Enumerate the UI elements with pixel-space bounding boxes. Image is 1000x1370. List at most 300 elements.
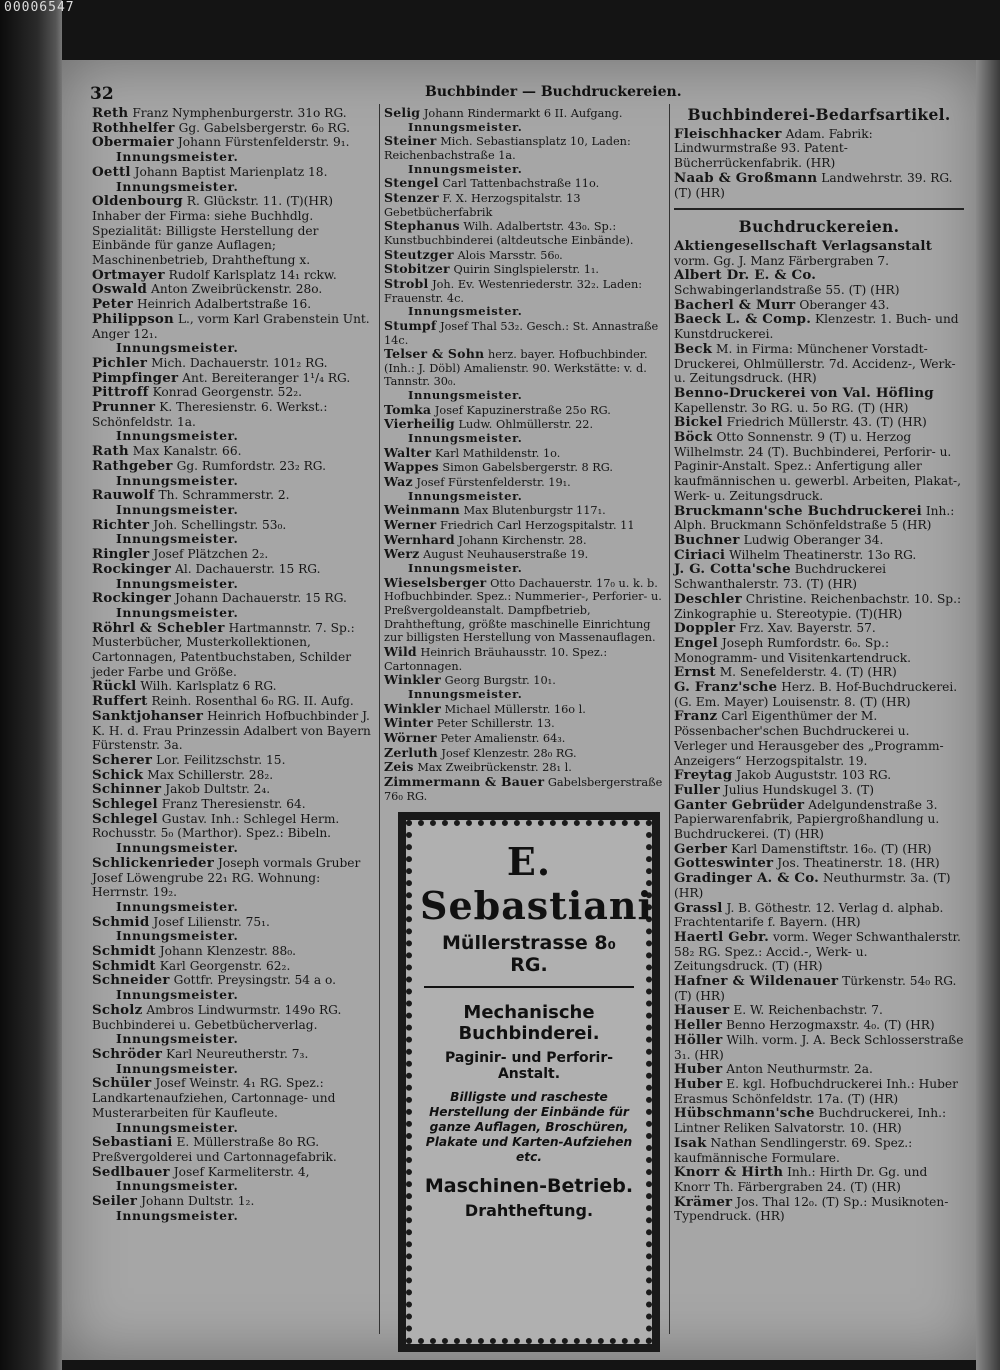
entry-name: Seiler — [92, 1193, 138, 1210]
ad-machine-operation: Maschinen-Betrieb. — [424, 1175, 634, 1197]
entry-details: Johann Klenzestr. 88₀. — [159, 944, 296, 959]
entry-details: E. W. Reichenbachstr. 7. — [733, 1003, 883, 1018]
directory-entry — [384, 347, 664, 389]
entry-details: Josef Fürstenfelderstr. 19₁. — [416, 476, 571, 490]
entry-name: Wieselsberger — [384, 574, 487, 590]
directory-entry — [92, 709, 374, 753]
entry-name: Stobitzer — [384, 261, 450, 277]
directory-entry — [384, 319, 664, 347]
directory-entry — [674, 533, 964, 548]
entry-name: Sedlbauer — [92, 1163, 170, 1180]
directory-entry — [92, 1003, 374, 1032]
ad-headline: Mechanische Buchbinderei. — [458, 1002, 600, 1044]
directory-entry — [92, 135, 374, 150]
entry-name: Ernst — [674, 664, 716, 681]
ad-divider — [424, 986, 634, 988]
entry-name: Vierheilig — [384, 416, 455, 432]
entry-name: Waz — [384, 474, 413, 490]
guild-master-note: Innungsmeister. — [116, 1031, 239, 1047]
entry-details: Michael Müllerstr. 16o l. — [444, 702, 586, 716]
entry-name: Stumpf — [384, 317, 437, 333]
section-printers — [674, 239, 964, 1224]
advertisement — [398, 812, 660, 1352]
entry-name: Wild — [384, 643, 417, 659]
directory-entry — [384, 533, 664, 548]
directory-entry — [92, 312, 374, 341]
entry-details: R. Glückstr. 11. (T)(HR) Inhaber der Firma: siehe Buchhdlg. Spezialität: Billigste Herstellung der Einbände für ganze Auflagen; Maschinenbetrieb, Drahtheftung x. — [92, 194, 333, 268]
guild-master-note: Innungsmeister. — [116, 987, 239, 1003]
directory-entry — [92, 768, 374, 783]
entry-name: Schmidt — [92, 957, 156, 974]
directory-entry — [92, 121, 374, 136]
entry-name: Pichler — [92, 354, 148, 371]
entry-name: Gerber — [674, 840, 728, 857]
entry-name: Stengel — [384, 175, 439, 191]
directory-entry — [384, 106, 664, 121]
directory-entry — [92, 518, 374, 533]
directory-entry — [674, 768, 964, 783]
directory-entry — [674, 665, 964, 680]
entry-name: Isak — [674, 1134, 707, 1151]
guild-master-note: Innungsmeister. — [116, 178, 239, 194]
entry-details: August Neuhauserstraße 19. — [423, 548, 589, 562]
entry-details: Otto Sonnenstr. 9 (T) u. Herzog Wilhelmstr. 24 (T). Buchbinderei, Perforir- u. Paginir-Anstalt. Spez.: Anfertigung aller kaufmännischen u. gewerbl. Arbeiten, Plakat-, Werk- u. Zeitungsdruck. — [674, 430, 961, 503]
entry-details: Otto Dachauerstr. 17₀ u. k. b. Hofbuchbinder. Spez.: Nummerier-, Perforier- u. Preßvergoldeanstalt. Dampfbetrieb, Drahtheftung, größte maschinelle Einrichtung zur billigsten Herstellung von Massenauflagen. — [384, 576, 662, 645]
directory-entry — [674, 592, 964, 621]
directory-entry — [92, 297, 374, 312]
entry-details: Heinrich Bräuhausstr. 10. Spez.: Cartonnagen. — [384, 645, 608, 673]
entry-name: Obermaier — [92, 134, 174, 151]
entry-details: Karl Mathildenstr. 1o. — [434, 446, 561, 460]
entry-name: Baeck L. & Comp. — [674, 311, 812, 328]
entry-details: J. B. Göthestr. 12. Verlag d. alphab. Frachtentarife f. Bayern. (HR) — [674, 900, 944, 930]
entry-details: Jos. Theatinerstr. 18. (HR) — [777, 856, 940, 871]
running-head — [90, 84, 970, 106]
entry-details: Wilh. Adalbertstr. 43₀. Sp.: Kunstbuchbinderei (altdeutsche Einbände). — [384, 220, 634, 247]
entry-details: Mich. Dachauerstr. 101₂ RG. — [151, 355, 328, 370]
entry-details: Josef Plätzchen 2₂. — [153, 547, 269, 562]
directory-entry — [674, 1165, 964, 1194]
entry-details: Max Blutenburgstr 117₁. — [463, 504, 606, 518]
entry-name: Peter — [92, 296, 133, 313]
entry-details: Josef Lilienstr. 75₁. — [153, 914, 270, 929]
entry-details: Inh.: Hirth Dr. Gg. und Knorr Th. Färbergraben 24. (T) (HR) — [674, 1165, 928, 1194]
directory-entry — [674, 312, 964, 341]
entry-details: Josef Weinstr. 4₁ RG. Spez.: Landkartenaufziehen, Cartonnage- und Musterarbeiten für Kaufleute. — [92, 1076, 336, 1120]
entry-details: Wilhelm Theatinerstr. 13o RG. — [729, 547, 917, 562]
section-bookbinding-supplies — [674, 127, 964, 201]
entry-details: Max Zweibrückenstr. 28₁ l. — [417, 761, 572, 775]
directory-entry — [674, 298, 964, 313]
directory-entry — [92, 547, 374, 562]
directory-entry — [384, 746, 664, 761]
guild-master-note: Innungsmeister. — [116, 501, 239, 517]
guild-master-note: Innungsmeister. — [116, 928, 239, 944]
entry-name: Schlickenrieder — [92, 854, 215, 871]
section-title-bookbinding-supplies: Buchbinderei-Bedarfsartikel. — [687, 105, 951, 124]
entry-details: Frz. Xav. Bayerstr. 57. — [739, 621, 876, 636]
right-column — [674, 106, 964, 1224]
entry-name: Walter — [384, 444, 432, 460]
guild-master-note: Innungsmeister. — [408, 686, 523, 701]
entry-name: Richter — [92, 516, 150, 533]
entry-details: F. X. Herzogspitalstr. 13 Gebetbücherfabrik — [384, 191, 581, 219]
directory-entry — [674, 430, 964, 504]
entry-name: Fleischhacker — [674, 125, 782, 142]
entry-name: Telser & Sohn — [384, 346, 485, 362]
entry-name: Rauwolf — [92, 487, 155, 504]
entry-name: Bruckmann'sche Buchdruckerei — [674, 502, 922, 519]
entry-details: Alois Marsstr. 56₀. — [457, 248, 563, 262]
entry-details: Herz. B. Hof-Buchdruckerei. (G. Em. Mayer) Louisenstr. 8. (T) (HR) — [674, 680, 958, 709]
directory-entry — [92, 959, 374, 974]
entry-name: Franz — [674, 708, 718, 725]
entry-details: Buchdruckerei Schwanthalerstr. 73. (T) (HR) — [674, 562, 887, 592]
entry-details: Mich. Sebastiansplatz 10, Laden: Reichenbachstraße 1a. — [384, 135, 631, 162]
entry-name: Rath — [92, 443, 129, 460]
entry-details: Jakob Dultstr. 2₄. — [165, 782, 271, 797]
entry-details: Benno Herzogmaxstr. 4₀. (T) (HR) — [726, 1018, 935, 1033]
directory-entry — [92, 106, 374, 121]
entry-details: Jos. Thal 12₀. (T) Sp.: Musiknoten-Typendruck. (HR) — [674, 1194, 949, 1224]
entry-details: Anton Zweibrückenstr. 28o. — [151, 282, 323, 297]
entry-name: Steiner — [384, 133, 437, 149]
entry-details: vorm. Gg. J. Manz Färbergraben 7. — [674, 253, 890, 268]
entry-details: Max Kanalstr. 66. — [132, 444, 242, 459]
directory-entry — [384, 446, 664, 461]
guild-master-note: Innungsmeister. — [408, 488, 523, 503]
entry-details: E. kgl. Hofbuchdruckerei Inh.: Huber Erasmus Schönfeldstr. 17a. (T) (HR) — [674, 1077, 958, 1106]
directory-entry — [92, 1047, 374, 1062]
entry-name: Ciriaci — [674, 546, 726, 563]
entry-name: Schinner — [92, 781, 162, 798]
section-rule — [674, 208, 964, 210]
entry-name: Rückl — [92, 678, 137, 695]
entry-name: Rothhelfer — [92, 119, 175, 136]
entry-details: L., vorm Karl Grabenstein Unt. Anger 12₁. — [92, 311, 370, 341]
directory-entry — [674, 562, 964, 591]
entry-name: Scholz — [92, 1001, 143, 1018]
entry-details: Karl Georgenstr. 62₂. — [159, 958, 291, 973]
entry-details: Carl Eigenthümer der M. Pössenbacher'schen Buchdruckerei u. Verleger und Herausgeber des „Programm-Anzeigers“ Herzogspitalstr. 19. — [674, 709, 944, 768]
entry-details: Johann Baptist Marienplatz 18. — [134, 164, 328, 179]
entry-name: Rathgeber — [92, 457, 173, 474]
entry-details: K. Theresienstr. 6. Werkst.: Schönfeldstr. 1a. — [92, 400, 328, 429]
directory-entry — [674, 1018, 964, 1033]
entry-name: Hauser — [674, 1002, 730, 1019]
entry-name: Albert Dr. E. & Co. — [674, 267, 817, 284]
entry-details: Ambros Lindwurmstr. 149o RG. Buchbinderei u. Gebetbücherverlag. — [92, 1002, 342, 1032]
directory-entry — [384, 518, 664, 533]
entry-name: Buchner — [674, 531, 740, 548]
entry-name: Röhrl & Schebler — [92, 619, 225, 636]
entry-details: Lor. Feilitzschstr. 15. — [156, 752, 286, 767]
guild-master-note: Innungsmeister. — [116, 604, 239, 620]
directory-entry — [674, 930, 964, 974]
entry-name: Haertl Gebr. — [674, 928, 770, 945]
directory-entry — [674, 680, 964, 709]
entry-name: Werner — [384, 517, 437, 533]
directory-entry — [384, 134, 664, 162]
advertisement-frame — [406, 820, 652, 1344]
entry-name: Schröder — [92, 1046, 163, 1062]
directory-entry — [92, 356, 374, 371]
entry-name: Benno-Druckerei von Val. Höfling — [674, 384, 934, 401]
ad-company-name: E. Sebastiani — [420, 839, 653, 928]
entry-details: Heinrich Hofbuchbinder J. K. H. d. Frau Prinzessin Adalbert von Bayern Fürstenstr. 3a. — [92, 708, 371, 753]
entry-details: Karl Damenstiftstr. 16₀. (T) (HR) — [731, 841, 932, 856]
directory-entry — [674, 798, 964, 842]
directory-entry — [92, 915, 374, 930]
directory-entry — [674, 239, 964, 268]
directory-entry — [674, 268, 964, 297]
entry-name: Tomka — [384, 401, 432, 417]
guild-master-note: Innungsmeister. — [408, 561, 523, 575]
guild-master-note: Innungsmeister. — [116, 1178, 239, 1194]
guild-master-note: Innungsmeister. — [116, 1207, 239, 1223]
guild-master-note: Innungsmeister. — [408, 388, 523, 403]
directory-entry — [92, 679, 374, 694]
entry-name: Werz — [384, 546, 420, 562]
entry-details: vorm. Weger Schwanthalerstr. 58₂ RG. Spez.: Accid.-, Werk- u. Zeitungsdruck. (T) (HR) — [674, 929, 961, 974]
entry-details: Gustav. Inh.: Schlegel Herm. Rochusstr. 5₀ (Marthor). Spez.: Bibeln. — [92, 811, 340, 841]
guild-master-note: Innungsmeister. — [408, 304, 523, 319]
directory-entry — [92, 1165, 374, 1180]
directory-entry — [92, 194, 374, 268]
entry-details: Klenzestr. 1. Buch- und Kunstdruckerei. — [674, 312, 959, 342]
directory-entry — [674, 1003, 964, 1018]
directory-entry — [674, 636, 964, 665]
directory-entry — [384, 191, 664, 219]
entry-details: Josef Klenzestr. 28₀ RG. — [441, 746, 577, 760]
directory-entry — [384, 716, 664, 731]
entry-name: Gradinger A. & Co. — [674, 870, 820, 887]
entry-details: Anton Neuthurmstr. 2a. — [726, 1062, 873, 1077]
entry-details: Kapellenstr. 3o RG. u. 5o RG. (T) (HR) — [674, 400, 909, 415]
directory-entry — [384, 702, 664, 717]
directory-entry — [384, 176, 664, 191]
entry-name: Rockinger — [92, 560, 172, 577]
entry-name: Ortmayer — [92, 266, 165, 283]
entry-details: Nathan Sendlingerstr. 69. Spez.: kaufmännische Formulare. — [674, 1135, 913, 1165]
entry-name: Hafner & Wildenauer — [674, 973, 839, 990]
entry-details: Julius Hundskugel 3. (T) — [723, 782, 874, 797]
directory-entry — [384, 219, 664, 247]
entry-details: Ludw. Ohlmüllerstr. 22. — [458, 418, 594, 432]
entry-details: Peter Amalienstr. 64₃. — [440, 731, 566, 745]
entry-details: Quirin Singlspielerstr. 1₁. — [453, 263, 600, 277]
directory-entry — [384, 576, 664, 645]
entry-details: Th. Schrammerstr. 2. — [158, 488, 290, 503]
entry-details: Johann Fürstenfelderstr. 9₁. — [177, 135, 350, 150]
entry-details: Konrad Georgenstr. 52₂. — [152, 385, 302, 400]
directory-entry — [92, 1076, 374, 1120]
guild-master-note: Innungsmeister. — [116, 428, 239, 444]
entry-name: Knorr & Hirth — [674, 1164, 784, 1181]
directory-entry — [674, 621, 964, 636]
entry-name: Naab & Großmann — [674, 169, 818, 186]
directory-entry — [674, 127, 964, 171]
entry-details: Gabelsbergerstraße 76₀ RG. — [384, 775, 663, 803]
directory-entry — [92, 694, 374, 709]
entry-name: Freytag — [674, 767, 733, 784]
entry-name: Wernhard — [384, 531, 455, 547]
directory-entry — [92, 753, 374, 768]
entry-name: Stenzer — [384, 189, 439, 205]
entry-name: Winter — [384, 715, 434, 731]
entry-name: Sanktjohanser — [92, 707, 204, 724]
directory-entry — [674, 1195, 964, 1224]
guild-master-note: Innungsmeister. — [116, 1060, 239, 1076]
entry-name: Winkler — [384, 700, 442, 716]
entry-details: Gg. Gabelsbergerstr. 6₀ RG. — [178, 120, 351, 135]
entry-name: Schlegel — [92, 796, 158, 813]
entry-details: Karl Neureutherstr. 7₃. — [166, 1047, 309, 1061]
entry-details: Friedrich Carl Herzogspitalstr. 11 — [440, 519, 635, 533]
directory-entry — [92, 856, 374, 900]
entry-name: Zeis — [384, 759, 414, 775]
directory-entry — [384, 673, 664, 688]
entry-name: Ganter Gebrüder — [674, 796, 805, 813]
entry-details: Gg. Rumfordstr. 23₂ RG. — [176, 458, 326, 473]
directory-entry — [92, 812, 374, 841]
entry-details: Buchdruckerei, Inh.: Lintner Reliken Salvatorstr. 10. (HR) — [674, 1106, 947, 1136]
directory-entry — [92, 591, 374, 606]
entry-details: Johann Dultstr. 1₂. — [141, 1194, 255, 1209]
directory-entry — [674, 1106, 964, 1135]
directory-entry — [92, 282, 374, 297]
entry-name: Pittroff — [92, 384, 149, 401]
entry-name: Strobl — [384, 275, 429, 291]
directory-entry — [674, 783, 964, 798]
guild-master-note: Innungsmeister. — [116, 149, 239, 165]
page-number: 32 — [90, 84, 114, 104]
entry-name: J. G. Cotta'sche — [674, 561, 791, 578]
entry-details: Joseph Rumfordstr. 6₀. Sp.: Monogramm- und Visitenkartendruck. — [674, 635, 911, 665]
scan-code: 00006547 — [4, 0, 75, 15]
entry-name: Gotteswinter — [674, 855, 774, 872]
entry-name: Zimmermann & Bauer — [384, 773, 545, 789]
entry-details: Ludwig Oberanger 34. — [743, 532, 884, 547]
directory-entry — [674, 871, 964, 900]
entry-details: E. Müllerstraße 8o RG. Preßvergolderei und Cartonnagefabrik. — [92, 1135, 337, 1164]
directory-entry — [384, 503, 664, 518]
entry-details: Johann Rindermarkt 6 II. Aufgang. — [423, 107, 623, 120]
entry-name: Fuller — [674, 781, 720, 798]
directory-entry — [384, 547, 664, 562]
directory-entry — [674, 974, 964, 1003]
directory-entry — [384, 460, 664, 475]
entry-name: Selig — [384, 105, 421, 120]
ad-description: Billigste und rascheste Herstellung der Einbände für ganze Auflagen, Broschüren, Plakate und Karten-Aufziehen etc. — [425, 1090, 633, 1164]
directory-entry — [92, 268, 374, 283]
directory-entry — [384, 248, 664, 263]
guild-master-note: Innungsmeister. — [408, 161, 523, 176]
directory-entry — [674, 856, 964, 871]
entry-details: Franz Theresienstr. 64. — [161, 797, 306, 812]
entry-name: Wappes — [384, 459, 439, 475]
left-column — [92, 106, 374, 1223]
directory-entry — [384, 277, 664, 305]
directory-entry — [384, 417, 664, 432]
guild-master-note: Innungsmeister. — [408, 431, 523, 446]
directory-entry — [674, 415, 964, 430]
directory-entry — [92, 385, 374, 400]
directory-entry — [92, 400, 374, 429]
directory-entry — [92, 562, 374, 577]
entry-details: Georg Burgstr. 10₁. — [444, 674, 556, 688]
entry-details: Peter Schillerstr. 13. — [436, 717, 555, 731]
entry-name: Aktiengesellschaft Verlagsanstalt — [674, 237, 933, 254]
entry-name: Ringler — [92, 546, 150, 563]
directory-entry — [92, 782, 374, 797]
entry-details: Josef Karmeliterstr. 4, — [173, 1164, 310, 1179]
directory-entry — [674, 901, 964, 930]
entry-details: Reinh. Rosenthal 6₀ RG. II. Aufg. — [151, 694, 354, 709]
entry-name: Rockinger — [92, 590, 172, 607]
entry-details: Christine. Reichenbachstr. 10. Sp.: Zinkographie u. Stereotypie. (T)(HR) — [674, 591, 962, 621]
entry-name: Huber — [674, 1061, 723, 1078]
entry-details: Landwehrstr. 39. RG. (T) (HR) — [674, 170, 953, 200]
directory-entry — [674, 1062, 964, 1077]
entry-name: Oldenbourg — [92, 193, 183, 210]
entry-name: Schneider — [92, 972, 170, 989]
entry-details: Max Schillerstr. 28₂. — [147, 767, 274, 782]
entry-details: Adam. Fabrik: Lindwurmstraße 93. Patent-Bücherrückenfabrik. (HR) — [674, 126, 873, 171]
entry-details: Heinrich Adalbertstraße 16. — [136, 297, 312, 312]
entry-details: Ant. Bereiteranger 1¹/₄ RG. — [182, 370, 351, 385]
entry-details: Friedrich Müllerstr. 43. (T) (HR) — [726, 415, 927, 430]
directory-entry — [674, 342, 964, 386]
running-title: Buchbinder — Buchdruckereien. — [425, 84, 682, 100]
directory-entry — [92, 371, 374, 386]
entry-details: Carl Tattenbachstraße 11o. — [442, 177, 600, 191]
directory-entry — [92, 1194, 374, 1209]
entry-name: Deschler — [674, 590, 742, 607]
entry-name: Schick — [92, 766, 144, 783]
entry-details: Joh. Ev. Westenriederstr. 32₂. Laden: Frauenstr. 4c. — [384, 277, 643, 305]
entry-details: Joh. Schellingstr. 53₀. — [153, 517, 287, 532]
entry-details: Johann Dachauerstr. 15 RG. — [175, 591, 347, 606]
entry-name: Huber — [674, 1076, 723, 1092]
entry-name: Engel — [674, 634, 718, 651]
entry-details: herz. bayer. Hofbuchbinder. (Inh.: J. Döbl) Amalienstr. 90. Werkstätte: v. d. Tannstr. 30₀. — [384, 348, 648, 389]
directory-entry — [674, 1136, 964, 1165]
entry-details: Jakob Auguststr. 103 RG. — [736, 768, 892, 783]
directory-entry — [674, 386, 964, 415]
column-divider — [379, 104, 380, 1334]
entry-details: Rudolf Karlsplatz 14₁ rckw. — [168, 267, 337, 282]
directory-entry — [92, 797, 374, 812]
directory-entry — [92, 165, 374, 180]
column-divider — [669, 104, 670, 1334]
directory-entry — [384, 775, 664, 803]
entry-name: Schüler — [92, 1075, 152, 1092]
entry-name: Scherer — [92, 751, 153, 768]
entry-details: Gottfr. Preysingstr. 54 a o. — [173, 973, 337, 988]
entry-name: Ruffert — [92, 693, 148, 710]
directory-entry — [384, 403, 664, 418]
entry-name: Oettl — [92, 163, 131, 180]
directory-entry — [92, 973, 374, 988]
ad-subheadline: Paginir- und Perforir-Anstalt. — [444, 1050, 614, 1082]
entry-name: Steutzger — [384, 246, 454, 262]
entry-details: Oberanger 43. — [799, 297, 890, 312]
ad-wire-stitching: Drahtheftung. — [464, 1201, 594, 1220]
directory-entry — [384, 262, 664, 277]
entry-name: Prunner — [92, 399, 156, 416]
guild-master-note: Innungsmeister. — [116, 340, 239, 356]
